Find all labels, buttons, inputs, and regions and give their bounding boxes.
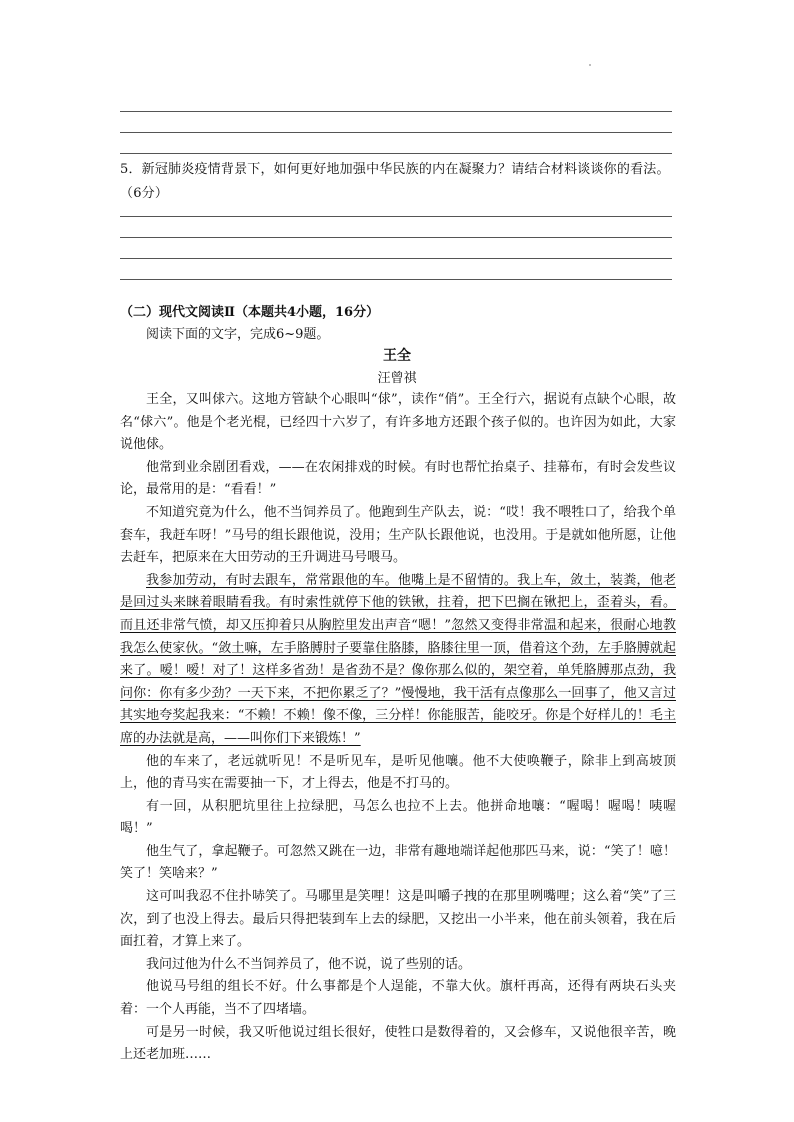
paragraph: 他常到业余剧团看戏，——在农闲排戏的时候。有时也帮忙抬桌子、挂幕布，有时会发些议论，最常用的是：“看看！” — [120, 459, 676, 498]
answer-line — [120, 153, 672, 154]
answer-line — [120, 132, 672, 133]
article-author: 汪曾祺 — [377, 371, 417, 386]
paragraph: 不知道究竟为什么，他不当饲养员了。他跑到生产队去，说：“哎！我不喂牲口了，给我个单套车，我赶车呀！”马号的组长跟他说，没用；生产队长跟他说，也没用。于是就如他所愿，让他去赶车，把原来在大田劳动的王升调进马号喂马。 — [120, 504, 676, 566]
answer-line — [120, 258, 672, 259]
paragraph: 可是另一时候，我又听他说过组长很好，使牲口是数得着的，又会修车，又说他很辛苦，晚上还老加班…… — [120, 1024, 676, 1063]
paragraph: 有一回，从积肥坑里往上拉绿肥，马怎么也拉不上去。他拼命地嚷：“喔喝！喔喝！咦喔喝！” — [120, 798, 676, 837]
article-title: 王全 — [383, 348, 411, 364]
reading-instruction: 阅读下面的文字，完成6~9题。 — [146, 327, 330, 342]
paragraph: 他说马号组的组长不好。什么事都是个人逞能，不靠大伙。旗杆再高，还得有两块石头夹着：一个人再能，当不了四堵墙。 — [120, 979, 676, 1018]
scan-speck — [589, 64, 591, 66]
answer-line — [120, 279, 672, 280]
article-body — [120, 389, 676, 1067]
paragraph: 他的车来了，老远就听见！不是听见车，是听见他嚷。他不大使唤鞭子，除非上到高坡顶上，他的青马实在需要抽一下，才上得去，他是不打马的。 — [120, 753, 676, 792]
underlined-paragraph — [120, 570, 676, 751]
underlined-text: 我参加劳动，有时去跟车，常常跟他的车。他嘴上是不留情的。我上车，敛土，装粪，他老是回过头来睐着眼睛看我。有时索性就停下他的铁锹，拄着，把下巴搁在锹把上，歪着头，看。而且还非常气愤，却又压抑着只从胸腔里发出声音“嗯！”忽然又变得非常温和起来，很耐心地教我怎么使家伙。“敛土嘛，左手胳膊肘子要靠住胳膝，胳膝往里一顶，借着这个劲，左手胳膊就起来了。嗳！嗳！对了！这样多省劲！是省劲不是？像你那么似的，架空着，单凭胳膊那点劲，我问你：你有多少劲？一天下来，不把你累乏了？”慢慢地，我干活有点像那么一回事了，他又言过其实地夸奖起我来：“不赖！不赖！像不像，三分样！你能服苦，能咬牙。你是个好样儿的！毛主席的办法就是高，——叫你们下来锻炼！” — [120, 572, 676, 746]
answer-line — [120, 237, 672, 238]
answer-line — [120, 216, 672, 217]
paragraph: 他生气了，拿起鞭子。可忽然又跳在一边，非常有趣地端详起他那匹马来，说：“笑了！噫！笑了！笑啥来？” — [120, 843, 676, 882]
paragraph: 王全，又叫俅六。这地方管缺个心眼叫“俅”，读作“俏”。王全行六，据说有点缺个心眼，故名“俅六”。他是个老光棍，已经四十六岁了，有许多地方还跟个孩子似的。也许因为如此，大家说他俅。 — [120, 392, 676, 453]
question-5: 5．新冠肺炎疫情背景下，如何更好地加强中华民族的内在凝聚力？请结合材料谈谈你的看法。（6分） — [120, 162, 670, 201]
section-heading: （二）现代文阅读Ⅱ（本题共4小题，16分） — [120, 305, 380, 320]
paragraph: 这可叫我忍不住扑哧笑了。马哪里是笑哩！这是叫嚼子拽的在那里咧嘴哩；这么着“笑”了三次，到了也没上得去。最后只得把装到车上去的绿肥，又挖出一小半来，他在前头领着，我在后面扛着，才算上来了。 — [120, 889, 676, 950]
answer-line — [120, 111, 672, 112]
paragraph: 我问过他为什么不当饲养员了，他不说，说了些别的话。 — [146, 956, 472, 972]
